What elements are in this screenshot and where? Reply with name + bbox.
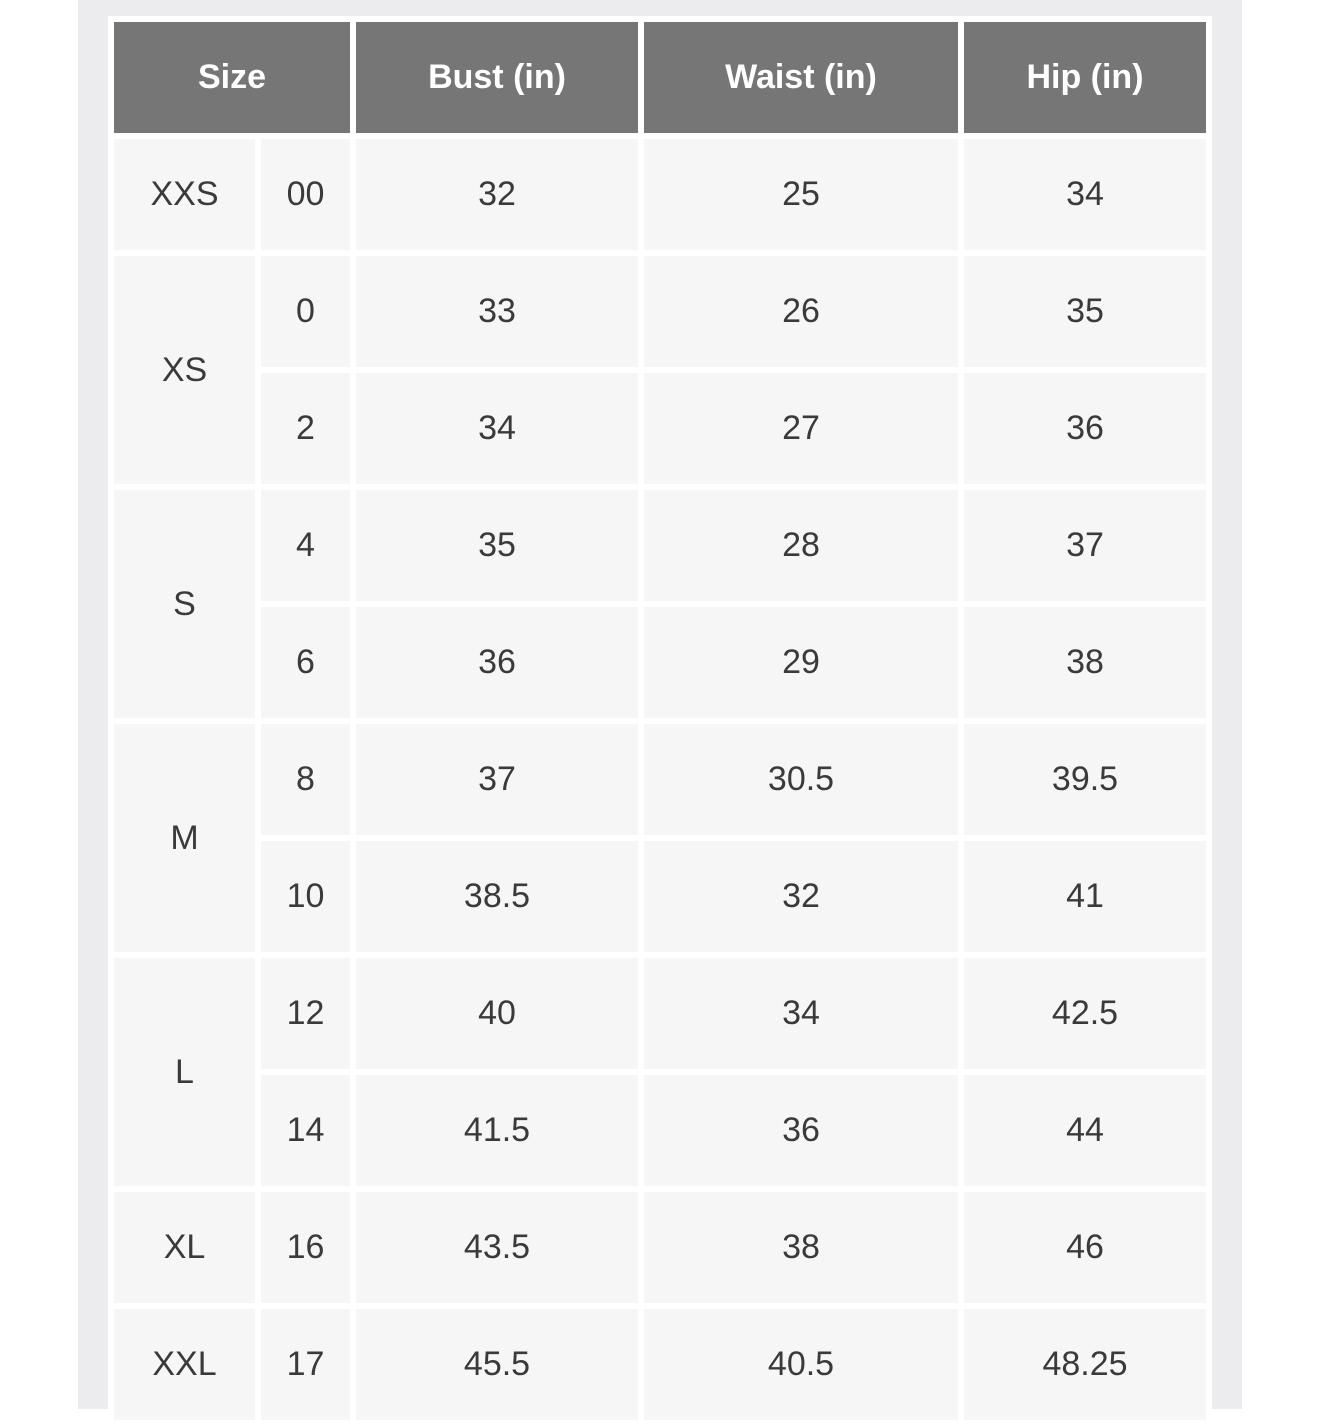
hip-value: 34 [964,139,1206,250]
size-number: 6 [261,607,350,718]
bust-value: 35 [356,490,638,601]
table-row [114,1309,1206,1420]
hip-value: 39.5 [964,724,1206,835]
bust-value: 41.5 [356,1075,638,1186]
size-letter-xxl: XXL [114,1309,255,1420]
header-bust: Bust (in) [356,22,638,133]
size-number: 12 [261,958,350,1069]
size-number: 17 [261,1309,350,1420]
table-row [114,373,1206,484]
hip-value: 44 [964,1075,1206,1186]
waist-value: 36 [644,1075,958,1186]
table-row [114,958,1206,1069]
table-row [114,1075,1206,1186]
header-size: Size [114,22,350,133]
table-row [114,1192,1206,1303]
bust-value: 43.5 [356,1192,638,1303]
header-waist: Waist (in) [644,22,958,133]
hip-value: 42.5 [964,958,1206,1069]
size-letter-xxs: XXS [114,139,255,250]
size-letter-m: M [114,724,255,952]
bust-value: 38.5 [356,841,638,952]
bust-value: 34 [356,373,638,484]
hip-value: 38 [964,607,1206,718]
size-letter-xs: XS [114,256,255,484]
waist-value: 40.5 [644,1309,958,1420]
size-number: 00 [261,139,350,250]
waist-value: 25 [644,139,958,250]
table-row [114,607,1206,718]
size-number: 16 [261,1192,350,1303]
size-number: 2 [261,373,350,484]
hip-value: 46 [964,1192,1206,1303]
header-hip: Hip (in) [964,22,1206,133]
table-row [114,256,1206,367]
waist-value: 26 [644,256,958,367]
hip-value: 36 [964,373,1206,484]
table-row [114,724,1206,835]
size-number: 8 [261,724,350,835]
table-row [114,139,1206,250]
bust-value: 33 [356,256,638,367]
bust-value: 36 [356,607,638,718]
hip-value: 41 [964,841,1206,952]
waist-value: 30.5 [644,724,958,835]
bust-value: 40 [356,958,638,1069]
size-number: 4 [261,490,350,601]
table-header-row [114,22,1206,133]
size-letter-l: L [114,958,255,1186]
waist-value: 28 [644,490,958,601]
hip-value: 48.25 [964,1309,1206,1420]
size-letter-s: S [114,490,255,718]
bust-value: 45.5 [356,1309,638,1420]
size-number: 0 [261,256,350,367]
bust-value: 32 [356,139,638,250]
waist-value: 32 [644,841,958,952]
size-number: 14 [261,1075,350,1186]
table-row [114,490,1206,601]
size-letter-xl: XL [114,1192,255,1303]
waist-value: 38 [644,1192,958,1303]
bust-value: 37 [356,724,638,835]
waist-value: 29 [644,607,958,718]
waist-value: 34 [644,958,958,1069]
size-number: 10 [261,841,350,952]
size-chart-table [108,16,1212,1426]
waist-value: 27 [644,373,958,484]
table-row [114,841,1206,952]
hip-value: 35 [964,256,1206,367]
hip-value: 37 [964,490,1206,601]
